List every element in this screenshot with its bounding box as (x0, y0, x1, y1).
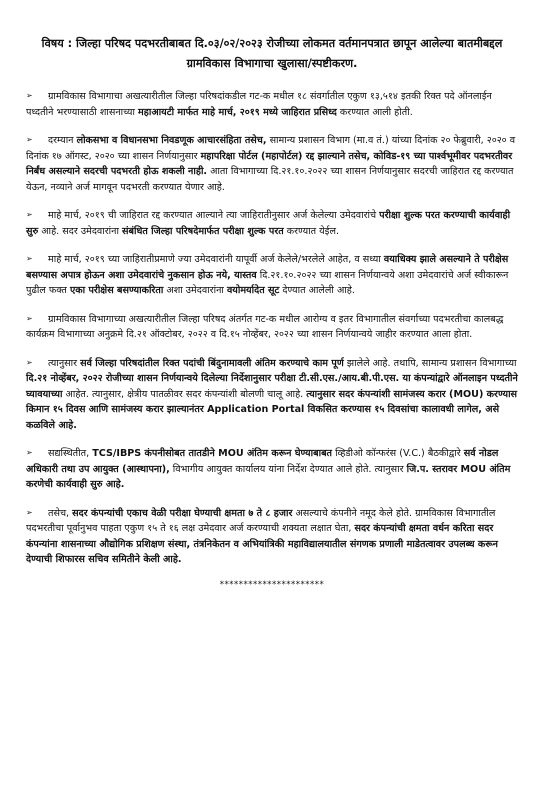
text-segment: ग्रामविकास विभागाचा अखत्यारीतील जिल्हा परिषदांकडील गट-क मधील १८ संवर्गातील एकुण १३,५१४ इतकी रिक्त पदे ऑनलाईन पध्दतीने भरण्यासाठी शासनाच्या (26, 91, 492, 118)
bold-text-segment: सर्व नोडल अधिकारी तथा उप आयुक्त (आस्थापना), (26, 448, 499, 475)
bullet-paragraph (26, 355, 518, 434)
arrow-bullet-icon: ➢ (26, 91, 33, 100)
text-segment: देण्यात आलेली आहे. (279, 285, 355, 296)
arrow-bullet-icon: ➢ (26, 210, 33, 219)
text-segment: विभागीय आयुक्त कार्यालय यांना निर्देश देण्यात आले होते. त्यानुसार (169, 463, 407, 475)
bold-text-segment: वयोमर्यादेत सूट (226, 285, 280, 296)
bold-text-segment: वयाधिक्य झाले असल्याने ते परीक्षेस बसण्यास अपात्र होऊन अशा उमेदवारांचे नुकसान होऊ नये, यास्तव (26, 254, 509, 281)
text-segment: सद्यस्थितीत, (48, 448, 93, 459)
text-segment: झालेले आहे. तथापि, सामान्य प्रशासन विभागाच्या (343, 357, 517, 369)
bullet-paragraph (26, 207, 518, 239)
text-segment: करण्यात आली होती. (336, 106, 413, 118)
footer-separator: ********************** (219, 579, 325, 590)
text-segment: दरम्यान (48, 135, 77, 146)
arrow-bullet-icon: ➢ (26, 254, 33, 263)
bullet-paragraph (26, 311, 518, 343)
bold-text-segment: लोकसभा व विधानसभा निवडणूक आचारसंहिता तसेच, (76, 135, 267, 146)
bullet-paragraph (26, 132, 518, 195)
bold-text-segment: त्यानुसार सदर कंपन्यांशी सामंजस्य करार (MOU) करण्यास किमान १५ दिवस आणि सामंजस्य करार झाल्यानंतर Application Portal विकसित करण्यास १५ दिवसांचा कालावधी लागेल, असे कळविले आहे. (26, 388, 518, 431)
bold-text-segment: एका परीक्षेस बसण्याकरिता (69, 285, 164, 296)
bold-text-segment: महाआयटी मार्फत माहे मार्च, २०१९ मध्ये जाहिरात प्रसिध्द (138, 106, 337, 118)
arrow-bullet-icon: ➢ (26, 135, 33, 144)
text-segment: माहे मार्च, २०१९ च्या जाहिरातीप्रमाणे ज्या उमेदवारांनी यापूर्वी अर्ज केलेले/भरलेले आहेत, व सध्या (48, 254, 384, 265)
bold-text-segment: २०२२ रोजीच्या शासन निर्णयान्वये दिलेल्या निर्देशानुसार परीक्षा टी.सी.एस./आय.बी.पी.एस. या कंपन्यांद्वारे ऑनलाइन पध्दतीने घ्यावयाच्या (26, 373, 518, 400)
bold-text-segment: संबंधित जिल्हा परिषदेमार्फत परीक्षा शुल्क परत (122, 225, 284, 237)
subject-line-2: ग्रामविकास विभागाचा खुलासा/स्पष्टीकरण. (186, 57, 358, 70)
bullet-paragraph (26, 88, 518, 120)
text-segment: त्यानुसार (48, 357, 81, 369)
text-segment: असल्याचे कंपनीने नमूद केले होते. ग्रामविकास विभागातील पदभरतीचा पूर्वानुभव पाहता एकुण १५ ते १६ लक्ष उमेदवार अर्ज करण्याची शक्यता लक्षात घेता, (26, 507, 496, 534)
arrow-bullet-icon: ➢ (26, 507, 33, 517)
text-segment: माहे मार्च, २०१९ ची जाहिरात रद्द करण्यात आल्याने त्या जाहिरातीनुसार अर्ज केलेल्या उमेदवारांचे (48, 210, 380, 221)
bold-text-segment: दि.२१ नोव्हेंबर, (26, 373, 80, 384)
text-segment: तसेच, (48, 507, 73, 519)
bold-text-segment: सदर कंपन्यांची एकाच वेळी परीक्षा घेण्याची क्षमता ७ ते ८ हजार (72, 507, 293, 519)
text-segment: अशा उमेदवारांना (163, 285, 227, 296)
bold-text-segment: सदर कंपन्यांची क्षमता वर्धन करिता सदर कंपन्यांना शासनाच्या औद्योगिक प्रशिक्षण संस्था, तंत्रनिकेतन व अभियांत्रिकी महाविद्यालयातील संगणक प्रणाली माडेतत्वावर उपलब्ध करून देण्याची शिफारस सचिव समितीने केली आहे. (26, 523, 498, 565)
text-segment: सामान्य प्रशासन विभाग (मा.व तं.) यांच्या दिनांक २० फेब्रुवारी, २०२० व दिनांक १७ ऑगस्ट, २०२० च्या शासन निर्णयानुसार (26, 135, 516, 162)
arrow-bullet-icon: ➢ (26, 357, 33, 367)
text-segment: करण्यात येईल. (283, 225, 340, 237)
bold-text-segment: सर्व जिल्हा परिषदांतील रिक्त पदांची बिंदुनामावली अंतिम करण्याचे काम पूर्ण (80, 357, 344, 369)
bold-text-segment: TCS/IBPS कंपनीसोबत तातडीने MOU अंतिम करून घेण्याबाबत (92, 448, 333, 459)
bold-text-segment: परीक्षा शुल्क परत करण्याची कार्यवाही सुरु (26, 210, 511, 237)
text-segment: आहे. सदर उमेदवारांना (38, 225, 123, 237)
text-segment: दि.२१.१०.२०२२ च्या शासन निर्णयान्वये अशा उमेदवारांचे अर्ज स्वीकारून पुढील फक्त (26, 269, 509, 296)
subject-heading (26, 34, 518, 74)
arrow-bullet-icon: ➢ (26, 448, 33, 457)
paragraph-list (26, 88, 518, 568)
bullet-paragraph (26, 445, 518, 493)
text-segment: आता विभागाच्या दि.२१.१०.२०२२ च्या शासन निर्णयानुसार सदरची जाहिरात रद्द करण्यात येऊन, नव्याने अर्ज मागवून पदभरती करण्यात येणार आहे. (26, 166, 514, 193)
text-segment: ग्रामविकास विभागाच्या अखत्यारीतील जिल्हा परिषद अंतर्गत गट-क मधील आरोग्य व इतर विभागातील संवर्गाच्या पदभरतीचा कालबद्ध कार्यक्रम विभागाच्या अनुक्रमे दि.२१ ऑक्टोबर, २०२२ व दि.१५ नोव्हेंबर, २०२२ च्या शासन निर्णयान्वये जाहीर करण्यात आला होता. (26, 313, 504, 340)
text-segment: आहेत. त्यानुसार, क्षेत्रीय पातळीवर सदर कंपन्यांशी बोलणी चालू आहे. (62, 388, 307, 400)
bullet-paragraph (26, 505, 518, 568)
text-segment: व्हिडीओ कॉन्फरंस (V.C.) बैठकीद्वारे (332, 448, 464, 459)
bold-text-segment: जि.प. स्तरावर MOU अंतिम करणेची कार्यवाही सुरु आहे. (26, 463, 511, 490)
arrow-bullet-icon: ➢ (26, 313, 33, 323)
bold-text-segment: महापरिक्षा पोर्टल (महापोर्टल) रद्द झाल्याने तसेच, कोविड-१९ च्या पार्श्वभूमीवर पदभरतीवर निर्बंध असल्याने सदरची पदभरती होऊ शकली नाही. (26, 150, 513, 177)
bullet-paragraph (26, 251, 518, 299)
subject-line-1: विषय : जिल्हा परिषद पदभरतीबाबत दि.०३/०२/२०२३ रोजीच्या लोकमत वर्तमानपत्रात छापून आलेल्या बातमीबद्दल (41, 37, 503, 50)
